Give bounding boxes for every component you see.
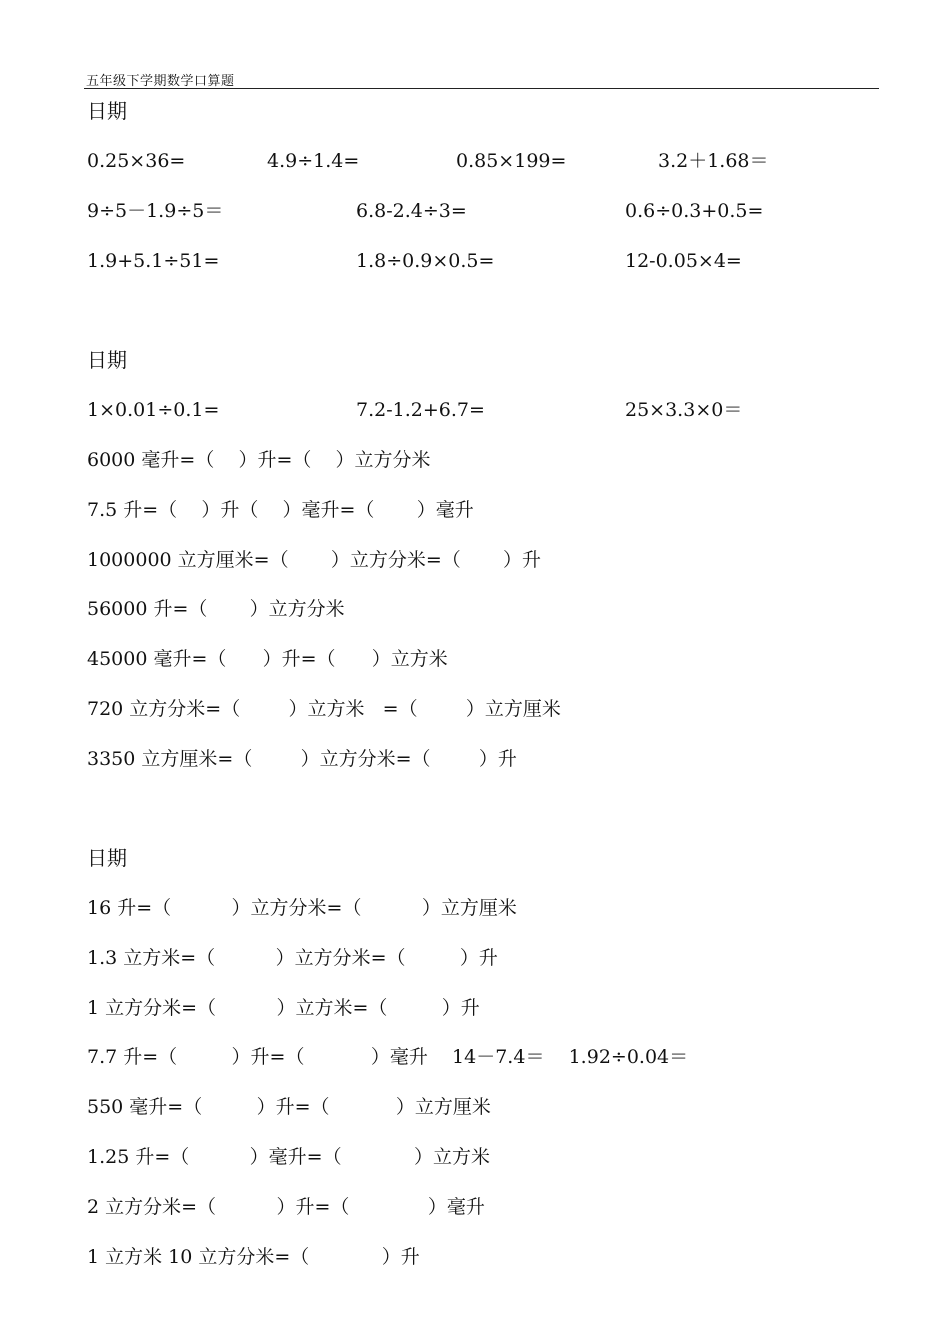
conversion-problem: 550 毫升=（ ）升=（ ）立方厘米	[87, 1096, 491, 1118]
page-header-title: 五年级下学期数学口算题	[86, 74, 235, 89]
conversion-problem: 45000 毫升=（ ）升=（ ）立方米	[87, 648, 448, 670]
conversion-problem: 16 升=（ ）立方分米=（ ）立方厘米	[87, 897, 517, 919]
problem: 9÷5－1.9÷5＝	[87, 200, 224, 222]
conversion-problem: 1 立方米 10 立方分米=（ ）升	[87, 1246, 420, 1268]
conversion-problem: 56000 升=（ ）立方分米	[87, 598, 345, 620]
conversion-problem: 720 立方分米=（ ）立方米 =（ ）立方厘米	[87, 698, 561, 720]
conversion-problem: 7.7 升=（ ）升=（ ）毫升 14－7.4＝ 1.92÷0.04＝	[87, 1046, 689, 1068]
problem: 12-0.05×4=	[625, 250, 742, 272]
conversion-problem: 3350 立方厘米=（ ）立方分米=（ ）升	[87, 748, 517, 770]
header-divider	[84, 88, 879, 89]
date-label: 日期	[87, 348, 127, 372]
conversion-problem: 1 立方分米=（ ）立方米=（ ）升	[87, 997, 480, 1019]
problem: 25×3.3×0＝	[625, 399, 743, 421]
problem: 0.6÷0.3+0.5=	[625, 200, 764, 222]
date-label: 日期	[87, 99, 127, 123]
conversion-problem: 1.25 升=（ ）毫升=（ ）立方米	[87, 1146, 491, 1168]
problem: 1×0.01÷0.1=	[87, 399, 220, 421]
date-label: 日期	[87, 846, 127, 870]
problem: 0.85×199=	[456, 150, 567, 172]
conversion-problem: 2 立方分米=（ ）升=（ ）毫升	[87, 1196, 485, 1218]
problem: 0.25×36=	[87, 150, 186, 172]
problem: 1.8÷0.9×0.5=	[356, 250, 495, 272]
problem: 4.9÷1.4=	[267, 150, 360, 172]
problem: 1.9+5.1÷51=	[87, 250, 220, 272]
problem: 6.8-2.4÷3=	[356, 200, 467, 222]
conversion-problem: 1000000 立方厘米=（ ）立方分米=（ ）升	[87, 549, 542, 571]
problem: 3.2＋1.68＝	[658, 150, 769, 172]
conversion-problem: 1.3 立方米=（ ）立方分米=（ ）升	[87, 947, 498, 969]
conversion-problem: 6000 毫升=（ ）升=（ ）立方分米	[87, 449, 431, 471]
conversion-problem: 7.5 升=（ ）升（ ）毫升=（ ）毫升	[87, 499, 474, 521]
problem: 7.2-1.2+6.7=	[356, 399, 485, 421]
